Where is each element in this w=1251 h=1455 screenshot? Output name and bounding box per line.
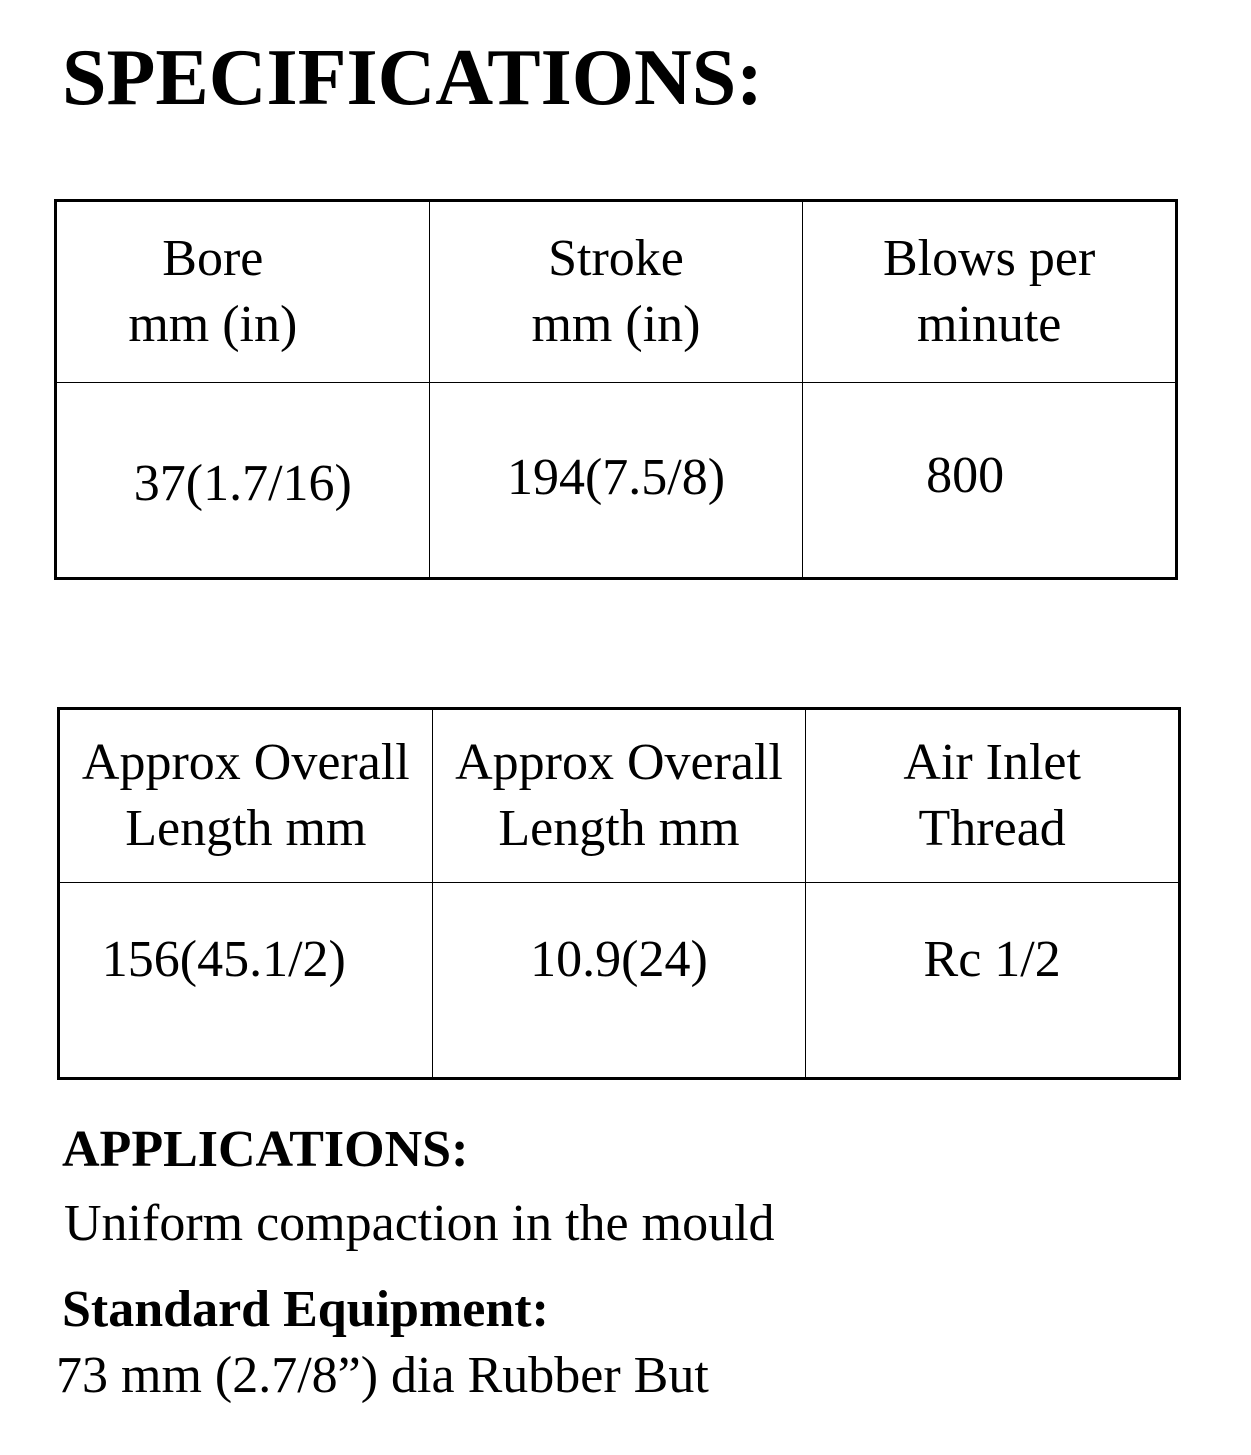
table-header-row — [56, 201, 1177, 383]
header-air-inlet-label: Air Inlet Thread — [903, 734, 1081, 858]
header-length-1-label: Approx Overall Length mm — [81, 734, 410, 858]
value-cell-length-2 — [432, 883, 806, 1079]
table-row — [56, 383, 1177, 579]
page-title: SPECIFICATIONS: — [62, 34, 763, 122]
value-cell-bore — [56, 383, 430, 579]
value-length-2: 10.9(24) — [530, 931, 708, 989]
standard-equipment-text: 73 mm (2.7/8”) dia Rubber But — [56, 1347, 709, 1404]
header-cell-length-2 — [432, 709, 806, 883]
value-bore: 37(1.7/16) — [133, 455, 352, 513]
standard-equipment-heading: Standard Equipment: — [62, 1281, 549, 1338]
header-length-2-label: Approx Overall Length mm — [455, 734, 783, 858]
spec-table-secondary — [57, 707, 1181, 1080]
value-cell-length-1 — [59, 883, 433, 1079]
value-length-1: 156(45.1/2) — [101, 931, 346, 989]
value-cell-air-inlet — [806, 883, 1180, 1079]
table-header-row — [59, 709, 1180, 883]
spec-table-primary — [54, 199, 1178, 580]
applications-text: Uniform compaction in the mould — [64, 1195, 775, 1252]
header-cell-stroke — [429, 201, 803, 383]
applications-heading: APPLICATIONS: — [62, 1121, 469, 1178]
header-blows-label: Blows per minute — [882, 230, 1096, 354]
header-cell-air-inlet — [806, 709, 1180, 883]
value-air-inlet: Rc 1/2 — [923, 931, 1061, 989]
header-cell-bore — [56, 201, 430, 383]
value-stroke: 194(7.5/8) — [506, 449, 726, 507]
value-cell-blows — [803, 383, 1177, 579]
value-cell-stroke — [429, 383, 803, 579]
header-cell-blows — [803, 201, 1177, 383]
header-stroke-label: Stroke mm (in) — [531, 230, 701, 354]
table-row — [59, 883, 1180, 1079]
header-cell-length-1 — [59, 709, 433, 883]
value-blows: 800 — [926, 447, 1005, 505]
header-bore-label: Bore mm (in) — [128, 230, 298, 354]
